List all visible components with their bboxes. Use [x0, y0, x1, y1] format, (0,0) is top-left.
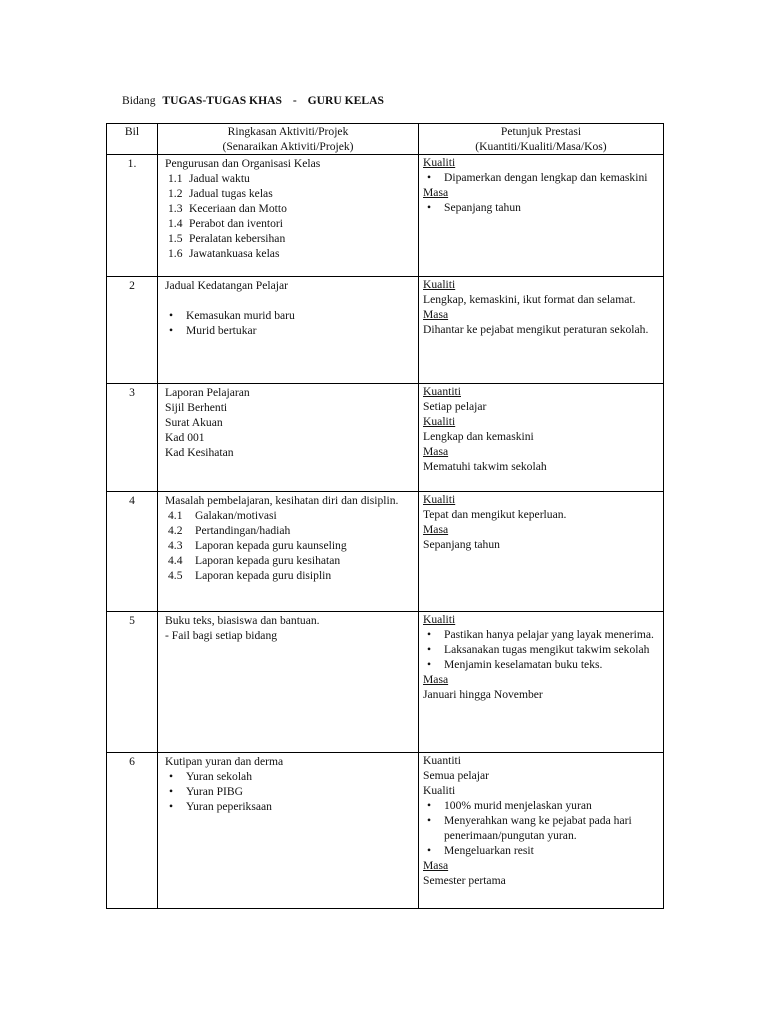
indicator-text: Tepat dan mengikut keperluan.	[423, 508, 567, 521]
indicator-bullet: • Pastikan hanya pelajar yang layak menerima.	[427, 628, 654, 641]
document-heading	[122, 93, 384, 108]
indicator-bullet: • Laksanakan tugas mengikut takwim sekolah	[427, 643, 650, 656]
bullet-icon: •	[169, 309, 174, 322]
indicator-text: Lengkap, kemaskini, ikut format dan selamat.	[423, 293, 636, 306]
indicator-text: Sepanjang tahun	[423, 538, 500, 551]
activity-cell	[158, 612, 419, 753]
indicator-label: Masa	[423, 445, 449, 458]
indicator-text: Setiap pelajar	[423, 400, 487, 413]
activity-subitem: 1.5 Peralatan kebersihan	[168, 232, 286, 245]
indicator-label: Masa	[423, 308, 449, 321]
indicator-label: Kualiti	[423, 493, 456, 506]
heading-subtitle: GURU KELAS	[307, 94, 384, 107]
indicator-bullet: • 100% murid menjelaskan yuran	[427, 799, 592, 812]
activity-subitem: 1.2 Jadual tugas kelas	[168, 187, 273, 200]
bullet-icon: •	[427, 171, 432, 184]
row-number: 6	[107, 753, 158, 909]
row-number: 1.	[107, 155, 158, 277]
indicator-text: Semester pertama	[423, 874, 506, 887]
activity-subitem: 4.4 Laporan kepada guru kesihatan	[168, 554, 341, 567]
table-row	[107, 612, 664, 753]
bullet-icon: •	[427, 201, 432, 214]
heading-title: TUGAS-TUGAS KHAS	[162, 94, 282, 107]
bullet-icon: •	[169, 785, 174, 798]
header-ringkasan	[158, 124, 419, 155]
header-bil-label: Bil	[124, 125, 140, 138]
table-row	[107, 384, 664, 492]
indicator-bullet: • Menjamin keselamatan buku teks.	[427, 658, 603, 671]
indicator-text: Dihantar ke pejabat mengikut peraturan sekolah.	[423, 323, 649, 336]
indicator-cell	[419, 155, 664, 277]
activity-subitem: 1.3 Keceriaan dan Motto	[168, 202, 287, 215]
row-number: 5	[107, 612, 158, 753]
row-number: 2	[107, 277, 158, 384]
indicator-text: Mematuhi takwim sekolah	[423, 460, 547, 473]
bullet-icon: •	[169, 770, 174, 783]
row-number: 3	[107, 384, 158, 492]
indicator-cell	[419, 384, 664, 492]
header-bil	[107, 124, 158, 155]
activity-cell	[158, 155, 419, 277]
activity-cell	[158, 492, 419, 612]
activity-bullet: • Murid bertukar	[169, 324, 257, 337]
indicator-text: Lengkap dan kemaskini	[423, 430, 534, 443]
activity-bullet: • Kemasukan murid baru	[169, 309, 295, 322]
activity-subitem: 4.1 Galakan/motivasi	[168, 509, 277, 522]
header-petunjuk-line2: (Kuantiti/Kualiti/Masa/Kos)	[475, 140, 607, 153]
bullet-icon: •	[427, 844, 432, 857]
indicator-cell	[419, 612, 664, 753]
indicator-text: Semua pelajar	[423, 769, 489, 782]
indicator-label: Kualiti	[423, 613, 456, 626]
activity-line: Kad Kesihatan	[165, 446, 234, 459]
duties-table	[106, 123, 664, 909]
activity-subitem: 4.2 Pertandingan/hadiah	[168, 524, 291, 537]
activity-line: Laporan Pelajaran	[165, 386, 250, 399]
indicator-label: Masa	[423, 186, 449, 199]
bullet-icon: •	[169, 800, 174, 813]
activity-cell	[158, 277, 419, 384]
activity-subitem: 1.6 Jawatankuasa kelas	[168, 247, 280, 260]
activity-title: Masalah pembelajaran, kesihatan diri dan disiplin.	[165, 494, 399, 507]
table-row	[107, 753, 664, 909]
table-row	[107, 492, 664, 612]
indicator-bullet: • Dipamerkan dengan lengkap dan kemaskini	[427, 171, 648, 184]
row-number: 4	[107, 492, 158, 612]
activity-note: - Fail bagi setiap bidang	[165, 629, 278, 642]
heading-label: Bidang	[122, 94, 156, 107]
indicator-cell	[419, 277, 664, 384]
indicator-label: Kualiti	[423, 784, 456, 797]
header-ringkasan-line2: (Senaraikan Aktiviti/Projek)	[222, 140, 354, 153]
header-ringkasan-line1: Ringkasan Aktiviti/Projek	[227, 125, 349, 138]
activity-cell	[158, 753, 419, 909]
activity-line: Sijil Berhenti	[165, 401, 228, 414]
activity-bullet: • Yuran PIBG	[169, 785, 244, 798]
activity-line: Kad 001	[165, 431, 205, 444]
indicator-text: Januari hingga November	[423, 688, 543, 701]
activity-title: Pengurusan dan Organisasi Kelas	[165, 157, 321, 170]
table-row	[107, 277, 664, 384]
activity-bullet: • Yuran sekolah	[169, 770, 253, 783]
indicator-cell	[419, 492, 664, 612]
bullet-icon: •	[427, 628, 432, 641]
header-petunjuk	[419, 124, 664, 155]
activity-title: Jadual Kedatangan Pelajar	[165, 279, 288, 292]
bullet-icon: •	[427, 658, 432, 671]
indicator-label: Masa	[423, 859, 449, 872]
indicator-label: Kualiti	[423, 415, 456, 428]
indicator-bullet: • Menyerahkan wang ke pejabat pada hari penerimaan/pungutan yuran.	[427, 814, 632, 842]
table-row	[107, 155, 664, 277]
activity-subitem: 1.1 Jadual waktu	[168, 172, 250, 185]
indicator-bullet: • Mengeluarkan resit	[427, 844, 534, 857]
activity-subitem: 1.4 Perabot dan iventori	[168, 217, 284, 230]
header-petunjuk-line1: Petunjuk Prestasi	[500, 125, 582, 138]
indicator-label: Kuantiti	[423, 385, 461, 398]
heading-separator: -	[292, 94, 297, 107]
activity-subitem: 4.3 Laporan kepada guru kaunseling	[168, 539, 347, 552]
indicator-cell	[419, 753, 664, 909]
indicator-label: Masa	[423, 523, 449, 536]
indicator-label: Kualiti	[423, 278, 456, 291]
bullet-icon: •	[427, 643, 432, 656]
activity-cell	[158, 384, 419, 492]
table-header-row	[107, 124, 664, 155]
activity-line: Surat Akuan	[165, 416, 223, 429]
bullet-icon: •	[427, 799, 432, 812]
activity-title: Kutipan yuran dan derma	[165, 755, 284, 768]
bullet-icon: •	[427, 814, 432, 827]
indicator-bullet: • Sepanjang tahun	[427, 201, 521, 214]
activity-bullet: • Yuran peperiksaan	[169, 800, 272, 813]
indicator-label: Kuantiti	[423, 754, 461, 767]
activity-subitem: 4.5 Laporan kepada guru disiplin	[168, 569, 332, 582]
indicator-label: Kualiti	[423, 156, 456, 169]
bullet-icon: •	[169, 324, 174, 337]
activity-title: Buku teks, biasiswa dan bantuan.	[165, 614, 320, 627]
indicator-label: Masa	[423, 673, 449, 686]
